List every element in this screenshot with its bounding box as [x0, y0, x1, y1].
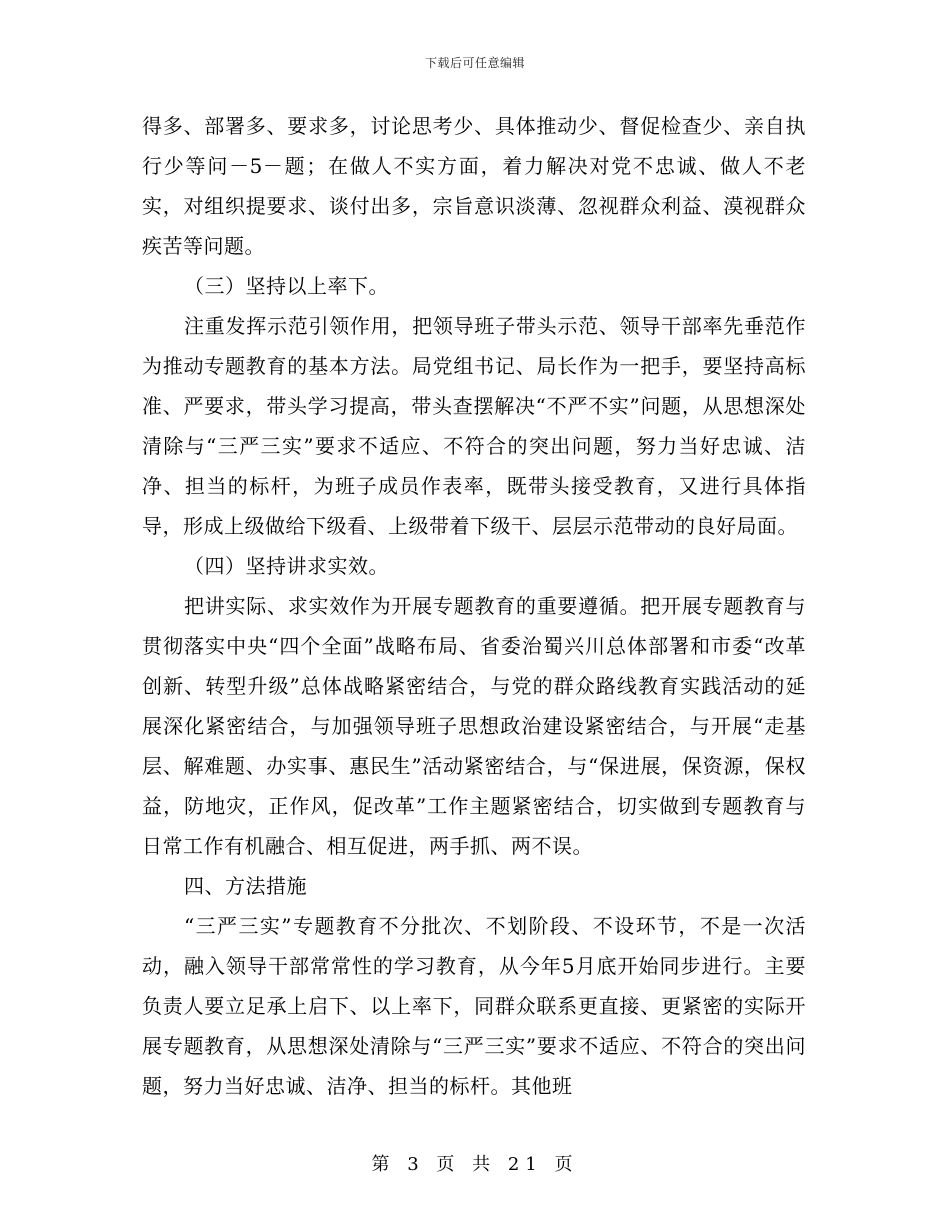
page-header: 下载后可任意编辑 [424, 56, 525, 70]
paragraph-3: 注重发挥示范引领作用，把领导班子带头示范、领导干部率先垂范作为推动专题教育的基本方法。局党组书记、局长作为一把手，要坚持高标准、严要求，带头学习提高，带头查摆解决“不严不实”问题，从思想深处清除与“三严三实”要求不适应、不符合的突出问题，努力当好忠诚、洁净、担当的标杆，为班子成员作表率，既带头接受教育，又进行具体指导，形成上级做给下级看、上级带着下级干、层层示范带动的良好局面。 [142, 314, 806, 538]
paragraph-7: “三严三实”专题教育不分批次、不划阶段、不设环节，不是一次活动，融入领导干部常常性的学习教育，从今年5月底开始同步进行。主要负责人要立足承上启下、以上率下，同群众联系更直接、更紧密的实际开展专题教育，从思想深处清除与“三严三实”要求不适应、不符合的突出问题，努力当好忠诚、洁净、担当的标杆。其他班 [142, 914, 806, 1098]
section-heading-4: （四）坚持讲求实效。 [184, 554, 389, 578]
page-number-footer: 第 3 页 共 21 页 [371, 1154, 579, 1175]
section-heading-methods: 四、方法措施 [184, 874, 307, 898]
page-body [142, 106, 806, 1106]
paragraph-1: 得多、部署多、要求多，讨论思考少、具体推动少、督促检查少、亲自执行少等问－5－题；在做人不实方面，着力解决对党不忠诚、做人不老实，对组织提要求、谈付出多，宗旨意识淡薄、忽视群众利益、漠视群众疾苦等问题。 [142, 114, 806, 258]
section-heading-3: （三）坚持以上率下。 [184, 274, 389, 298]
paragraph-5: 把讲实际、求实效作为开展专题教育的重要遵循。把开展专题教育与贯彻落实中央“四个全面”战略布局、省委治蜀兴川总体部署和市委“改革创新、转型升级”总体战略紧密结合，与党的群众路线教育实践活动的延展深化紧密结合，与加强领导班子思想政治建设紧密结合，与开展“走基层、解难题、办实事、惠民生”活动紧密结合，与“保进展，保资源，保权益，防地灾，正作风，促改革”工作主题紧密结合，切实做到专题教育与日常工作有机融合、相互促进，两手抓、两不误。 [142, 594, 806, 858]
